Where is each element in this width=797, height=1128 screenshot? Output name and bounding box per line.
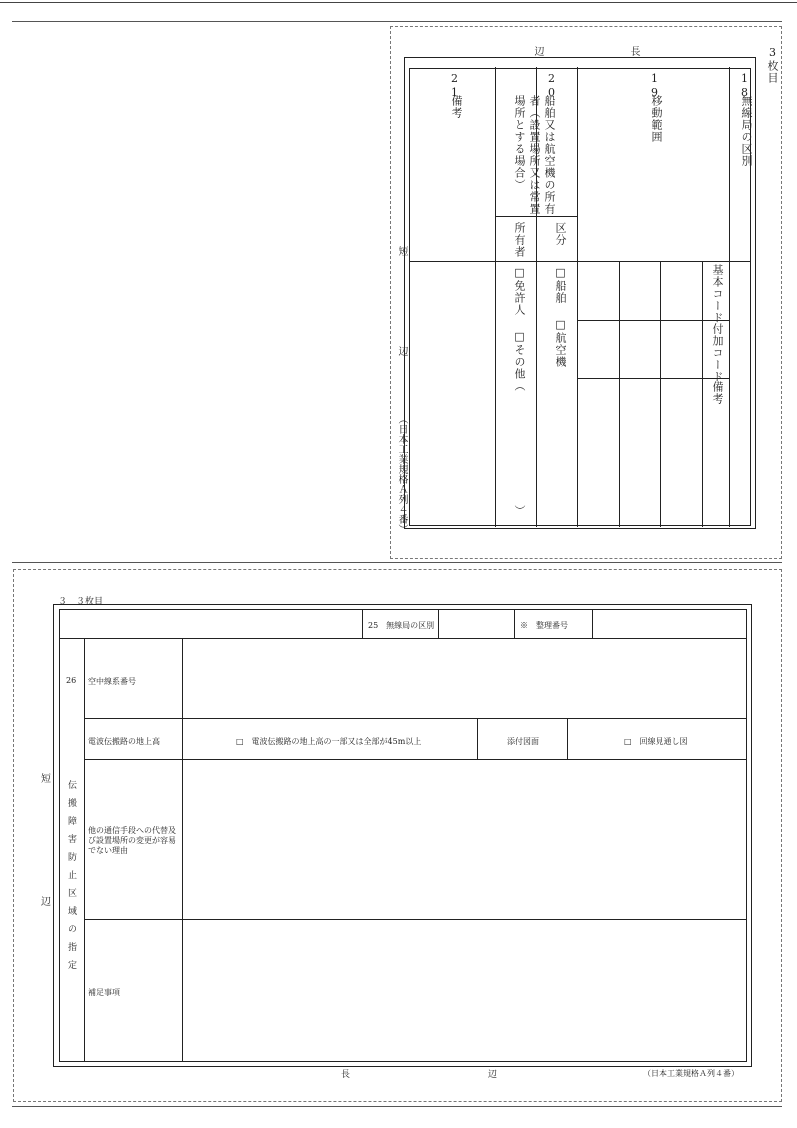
- top-col-divider-18: [729, 67, 730, 527]
- top-col-divider-19: [577, 67, 578, 527]
- top-code-col-3: [619, 261, 620, 527]
- notes-value[interactable]: [186, 923, 742, 1058]
- top-standard-note: （日本工業規格Ａ列４番）: [396, 414, 407, 534]
- height-div-2: [567, 718, 568, 759]
- ref-number-label: ※ 整理番号: [520, 621, 568, 630]
- row-line-3: [84, 919, 747, 920]
- height-label: 電波伝搬路の地上高: [88, 737, 160, 746]
- top-label-split: [409, 261, 751, 262]
- kubun-options[interactable]: □船舶 □航空機: [554, 266, 567, 368]
- kubun-label: 区分: [554, 222, 567, 246]
- top-col-divider-20b: [495, 67, 496, 527]
- top-code-col-2: [660, 261, 661, 527]
- attachment-label: 添付図面: [507, 737, 539, 746]
- bottom-page-label: ３ ３枚目: [58, 597, 104, 607]
- row-18-num: 18: [738, 72, 751, 100]
- reason-value[interactable]: [186, 763, 742, 915]
- section-26-title: 伝搬障害防止区域の指定: [66, 780, 76, 978]
- row-19-num: 19: [648, 72, 661, 100]
- bottom-short-edge-1: 短: [41, 774, 51, 785]
- row-line-2: [84, 759, 747, 760]
- section-col-2: [182, 638, 183, 1062]
- top-form-table: [404, 57, 756, 529]
- bottom-header-div-4: [592, 609, 593, 638]
- owner-close-paren: ）: [513, 505, 526, 517]
- code-header-notes: 備考: [711, 381, 724, 405]
- owner-label: 所有者: [513, 222, 526, 258]
- top-rule: [12, 21, 782, 22]
- section-col-1: [84, 638, 85, 1062]
- top-code-row-1: [577, 320, 729, 321]
- top-long-edge-right: 長: [628, 46, 639, 56]
- code-header-extra: 付加コード: [711, 323, 724, 383]
- code-header-basic: 基本コード: [711, 264, 724, 324]
- bottom-header-div-3: [514, 609, 515, 638]
- station-type-label: 25 無線局の区別: [368, 621, 435, 630]
- row-18-label: 無線局の区別: [740, 95, 753, 167]
- bottom-header-line: [59, 638, 747, 639]
- row-20-num: 20: [545, 72, 558, 100]
- owner-options[interactable]: □免許人 □その他（: [513, 266, 526, 392]
- mid-rule: [12, 562, 782, 563]
- top-kubun-split: [495, 216, 577, 217]
- top-code-col-1: [702, 261, 703, 527]
- bottom-standard-note: （日本工業規格Ａ列４番）: [643, 1069, 739, 1078]
- attachment-option[interactable]: □ 回線見通し図: [624, 737, 688, 746]
- row-21-num: 21: [448, 72, 461, 100]
- bottom-long-edge-2: 辺: [488, 1070, 498, 1080]
- bottom-header-div-1: [362, 609, 363, 638]
- top-form-inner-frame: [409, 68, 751, 526]
- row-21-label: 備考: [450, 95, 463, 119]
- reason-label: 他の通信手段への代替及び設置場所の変更が容易でない理由: [88, 826, 176, 855]
- bottom-header-div-2: [438, 609, 439, 638]
- bottom-long-edge-1: 長: [341, 1070, 351, 1080]
- height-div-1: [477, 718, 478, 759]
- top-page-label: 3枚目: [766, 46, 779, 84]
- antenna-system-value[interactable]: [186, 642, 742, 714]
- antenna-system-label: 空中線系番号: [88, 677, 136, 686]
- row-line-1: [84, 718, 747, 719]
- row-19-label: 移動範囲: [650, 95, 663, 143]
- top-code-row-2: [577, 378, 729, 379]
- top-page-rule: [0, 2, 797, 3]
- notes-label: 補足事項: [88, 988, 120, 997]
- top-long-edge-left: 辺: [532, 46, 543, 56]
- top-short-edge-2: 辺: [396, 346, 407, 356]
- section-26-num: 26: [66, 676, 77, 685]
- row-20-label: 船舶又は航空機の所有者（設置場所又は常置場所とする場合）: [513, 95, 556, 215]
- top-short-edge: 短: [396, 246, 407, 256]
- height-option[interactable]: □ 電波伝搬路の地上高の一部又は全部が45m以上: [236, 737, 422, 746]
- bottom-short-edge-2: 辺: [41, 897, 51, 908]
- bottom-rule: [12, 1106, 782, 1107]
